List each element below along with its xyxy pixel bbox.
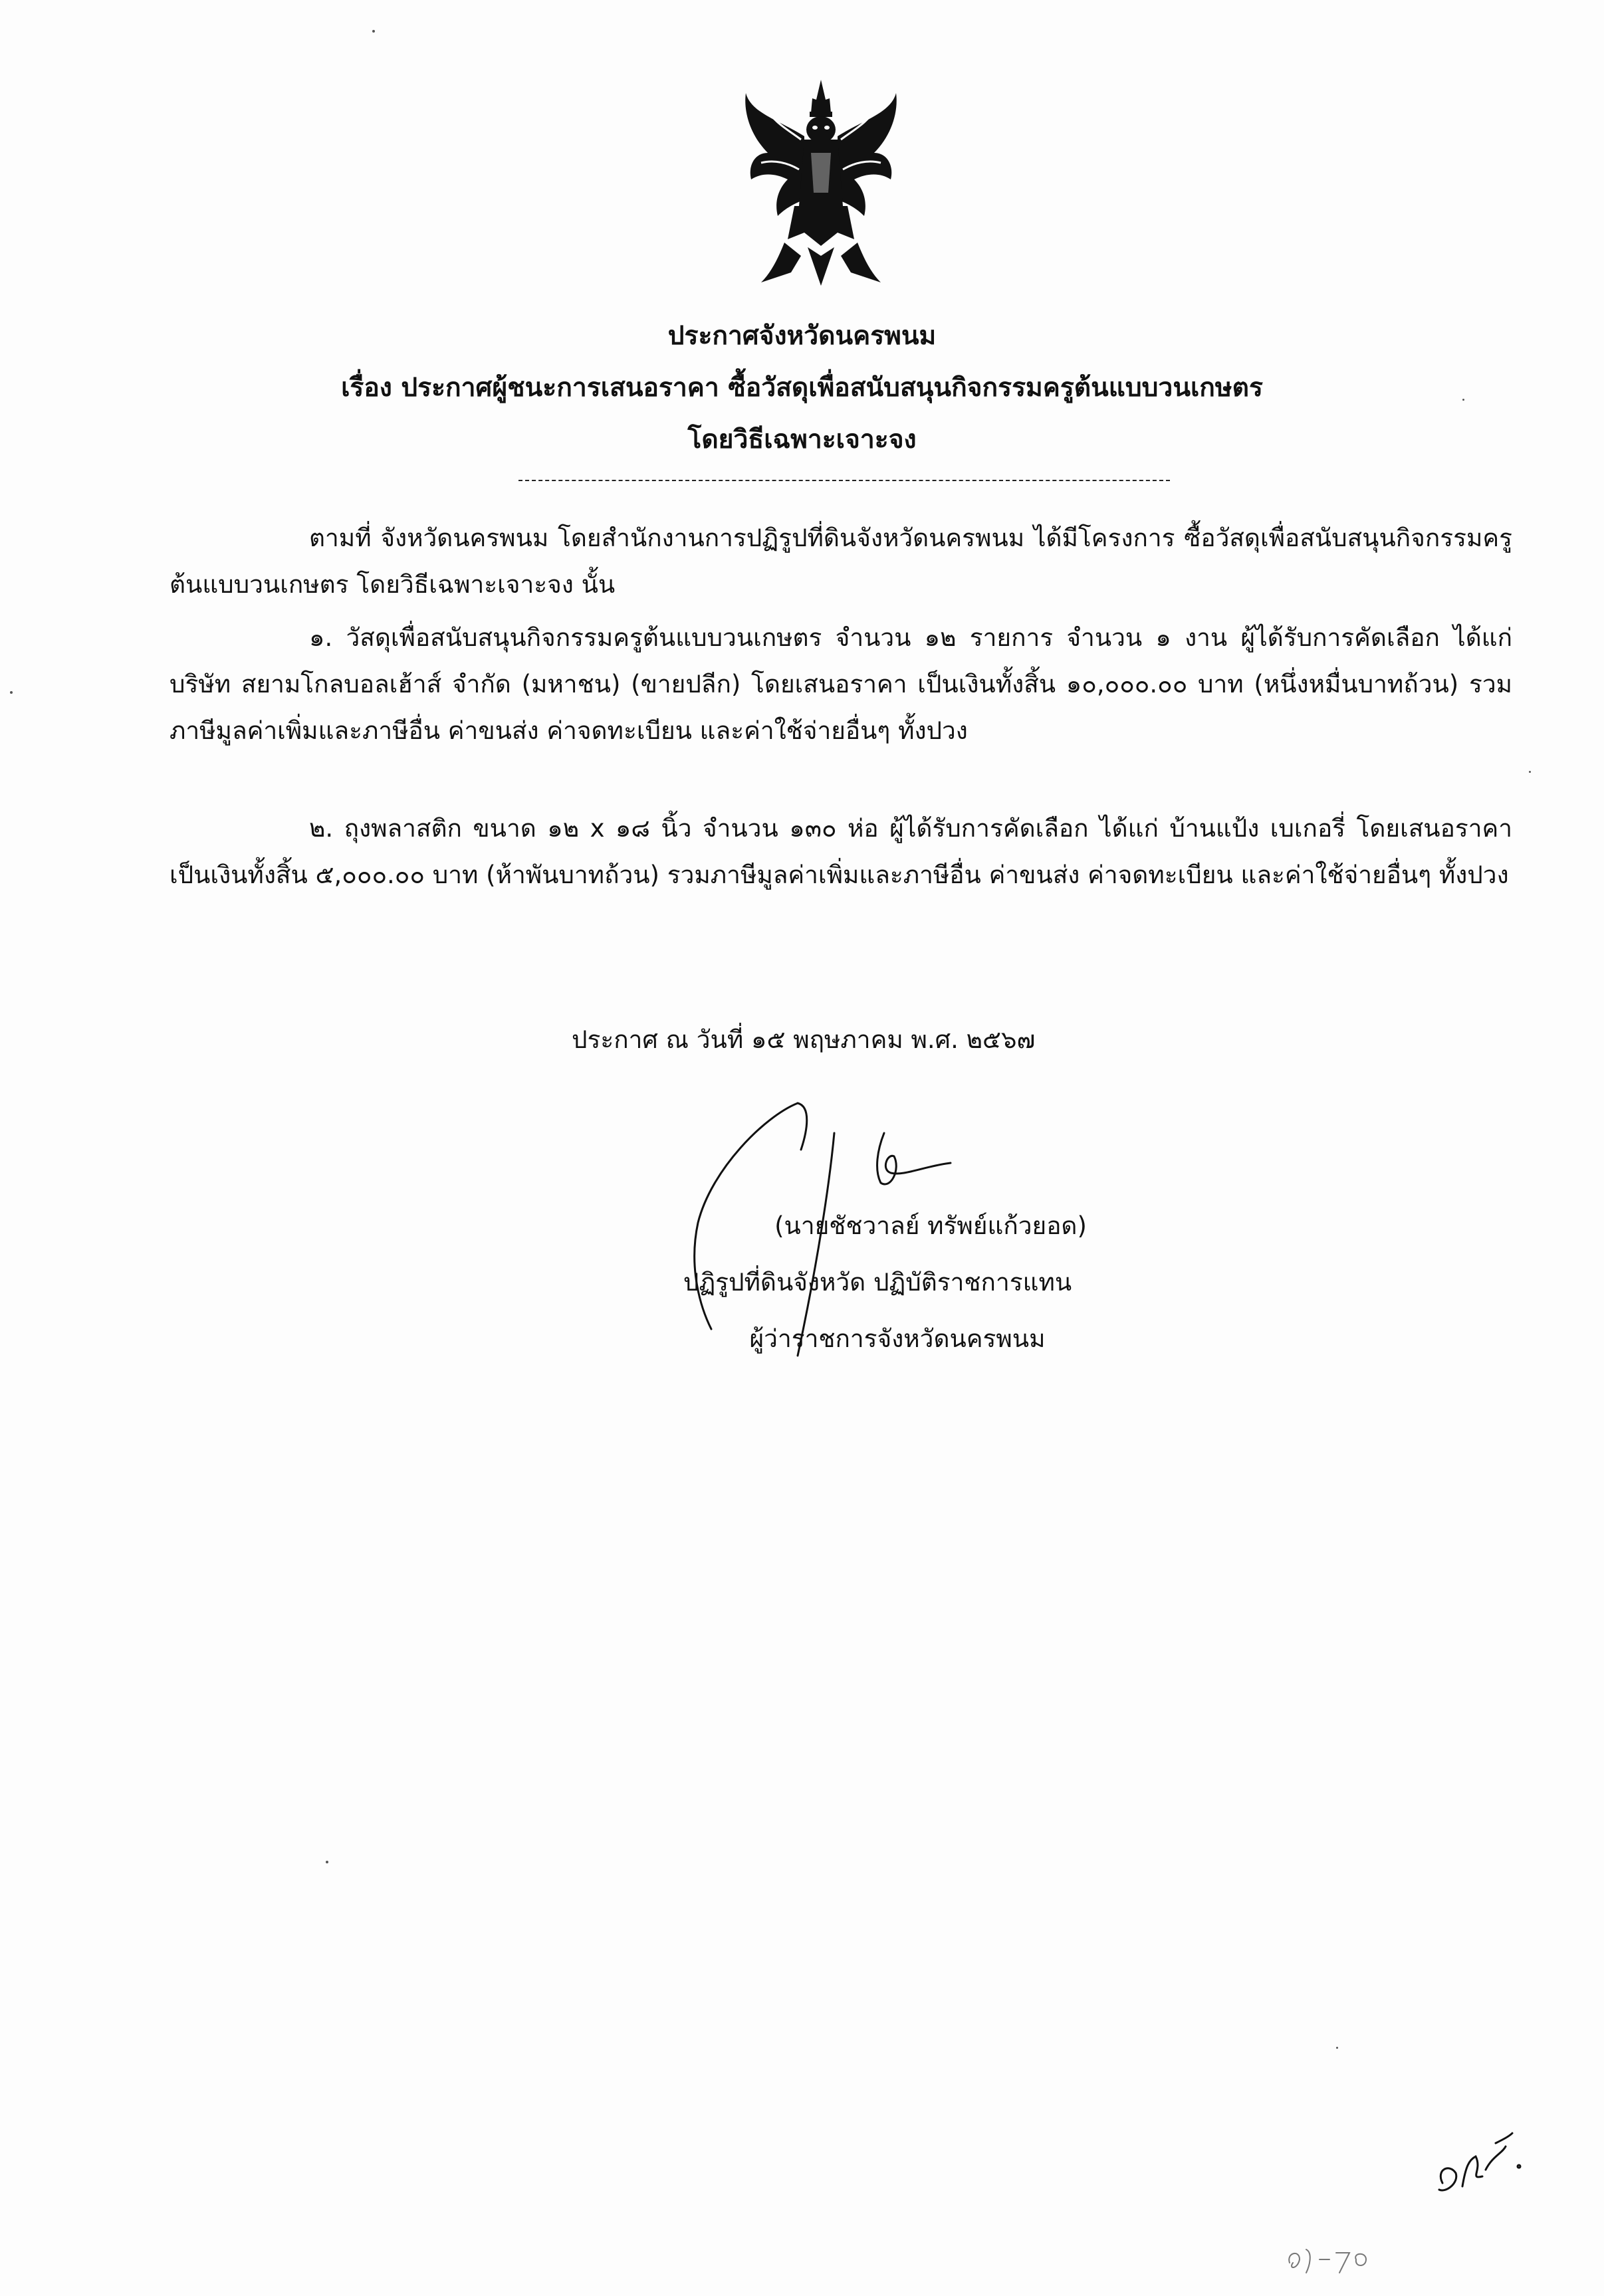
handwritten-pagemark-icon bbox=[1283, 2240, 1383, 2279]
document-subject: เรื่อง ประกาศผู้ชนะการเสนอราคา ซื้อวัสดุเพื่อสนับสนุนกิจกรรมครูต้นแบบวนเกษตร bbox=[341, 373, 1263, 403]
garuda-emblem-icon bbox=[738, 73, 904, 292]
document-method: โดยวิธีเฉพาะเจาะจง bbox=[687, 425, 917, 455]
scan-speck bbox=[1529, 771, 1531, 773]
paragraph-intro-text: ตามที่ จังหวัดนครพนม โดยสำนักงานการปฏิรูปที่ดินจังหวัดนครพนม ได้มีโครงการ ซื้อวัสดุเพื่อสนับสนุนกิจกรรมครูต้นแบบวนเกษตร โดยวิธีเฉพาะเจาะจง นั้น bbox=[170, 524, 1512, 599]
signer-name: (นายชัชวาลย์ ทรัพย์แก้วยอด) bbox=[774, 1211, 1087, 1240]
handwritten-initials-icon bbox=[1429, 2130, 1529, 2203]
scan-speck bbox=[372, 30, 375, 33]
announce-date: ประกาศ ณ วันที่ ๑๕ พฤษภาคม พ.ศ. ๒๕๖๗ bbox=[572, 1025, 1036, 1054]
title-separator bbox=[518, 480, 1170, 481]
scan-speck bbox=[1462, 399, 1464, 401]
signer-position-2: ผู้ว่าราชการจังหวัดนครพนม bbox=[749, 1324, 1046, 1353]
paragraph-item-1-text: ๑. วัสดุเพื่อสนับสนุนกิจกรรมครูต้นแบบวนเกษตร จำนวน ๑๒ รายการ จำนวน ๑ งาน ผู้ได้รับการคัดเลือก ได้แก่ บริษัท สยามโกลบอลเฮ้าส์ จำกัด (มหาชน) (ขายปลีก) โดยเสนอราคา เป็นเงินทั้งสิ้น ๑๐,๐๐๐.๐๐ บาท (หนึ่งหมื่นบาทถ้วน) รวมภาษีมูลค่าเพิ่มและภาษีอื่น ค่าขนส่ง ค่าจดทะเบียน และค่าใช้จ่ายอื่นๆ ทั้งปวง bbox=[170, 623, 1512, 745]
scan-speck bbox=[1336, 2047, 1338, 2049]
paragraph-item-2 bbox=[170, 805, 1512, 898]
paragraph-intro bbox=[170, 515, 1512, 608]
document-title: ประกาศจังหวัดนครพนม bbox=[667, 321, 937, 351]
paragraph-item-1 bbox=[170, 615, 1512, 754]
scan-speck bbox=[10, 691, 13, 694]
signer-position-1: ปฏิรูปที่ดินจังหวัด ปฏิบัติราชการแทน bbox=[683, 1268, 1072, 1297]
scan-speck bbox=[326, 1861, 328, 1863]
paragraph-item-2-text: ๒. ถุงพลาสติก ขนาด ๑๒ x ๑๘ นิ้ว จำนวน ๑๓๐ ห่อ ผู้ได้รับการคัดเลือก ได้แก่ บ้านแป้ง เบเกอรี่ โดยเสนอราคา เป็นเงินทั้งสิ้น ๕,๐๐๐.๐๐ บาท (ห้าพันบาทถ้วน) รวมภาษีมูลค่าเพิ่มและภาษีอื่น ค่าขนส่ง ค่าจดทะเบียน และค่าใช้จ่ายอื่นๆ ทั้งปวง bbox=[170, 814, 1512, 889]
